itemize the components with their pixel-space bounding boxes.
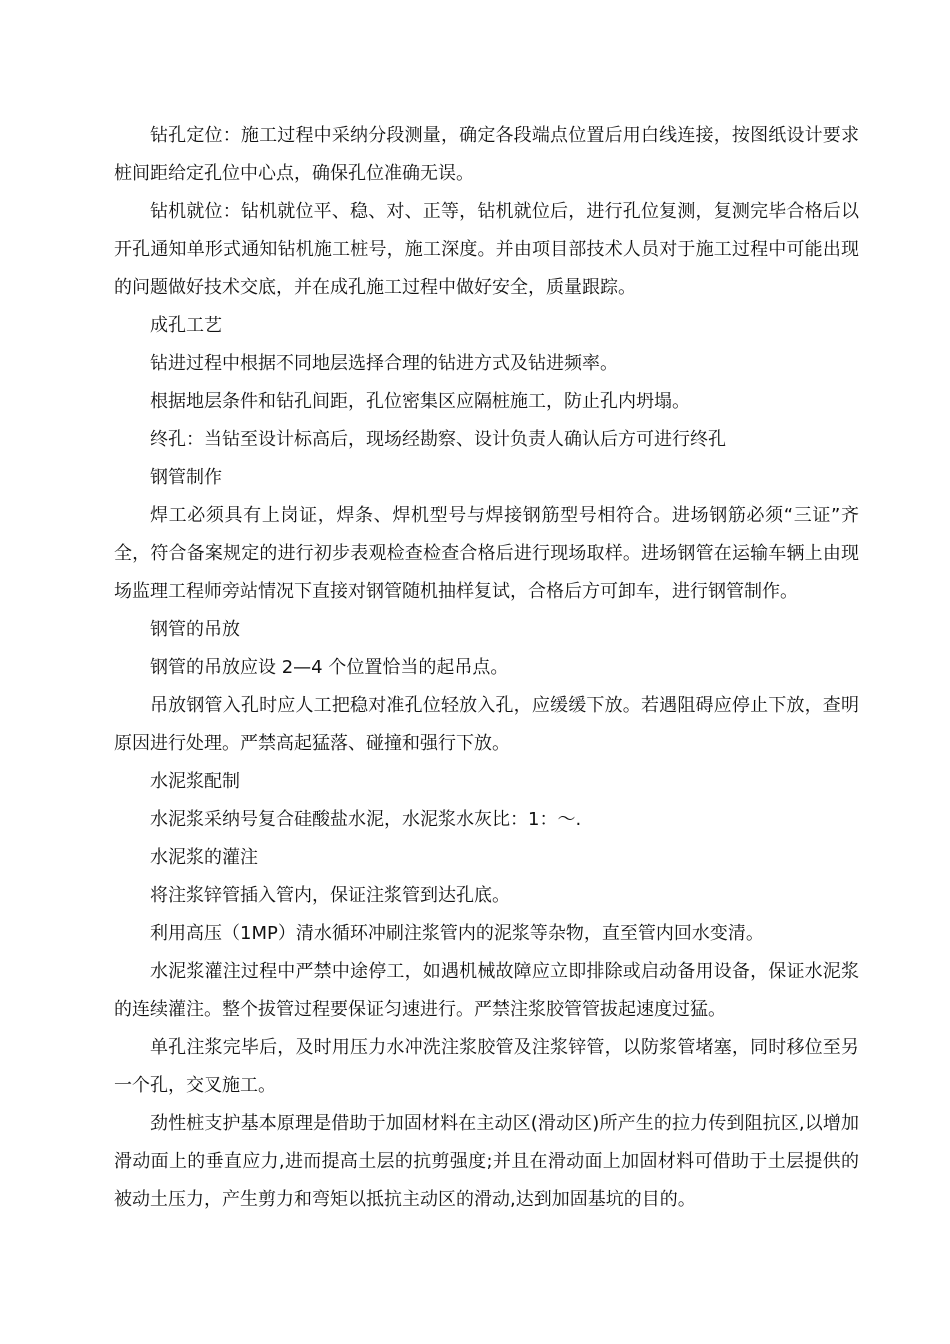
- paragraph-rig-setup: 钻机就位：钻机就位平、稳、对、正等，钻机就位后，进行孔位复测，复测完毕合格后以开孔通知单形式通知钻机施工桩号，施工深度。并由项目部技术人员对于施工过程中可能出现的问题做好技术交底，并在成孔施工过程中做好安全，质量跟踪。: [114, 201, 859, 298]
- heading-pipe-lifting: 钢管的吊放: [150, 619, 240, 640]
- heading-grout-mixing: 水泥浆配制: [150, 771, 240, 792]
- heading-steel-pipe-fabrication: 钢管制作: [150, 467, 222, 488]
- paragraph-principle: 劲性桩支护基本原理是借助于加固材料在主动区(滑动区)所产生的拉力传到阻抗区,以增加滑动面上的垂直应力,进而提高土层的抗剪强度;并且在滑动面上加固材料可借助于土层提供的被动土压力，产生剪力和弯矩以抵抗主动区的滑动,达到加固基坑的目的。: [114, 1113, 859, 1210]
- paragraph-lowering: 吊放钢管入孔时应人工把稳对准孔位轻放入孔，应缓缓下放。若遇阻碍应停止下放，查明原因进行处理。严禁高起猛落、碰撞和强行下放。: [114, 695, 859, 754]
- document-body: [114, 117, 859, 1219]
- paragraph-final-hole: 终孔：当钻至设计标高后，现场经勘察、设计负责人确认后方可进行终孔: [150, 429, 726, 450]
- paragraph-drilling-positioning: 钻孔定位：施工过程中采纳分段测量，确定各段端点位置后用白线连接，按图纸设计要求桩间距给定孔位中心点，确保孔位准确无误。: [114, 125, 859, 184]
- paragraph-continuous-grouting: 水泥浆灌注过程中严禁中途停工，如遇机械故障应立即排除或启动备用设备，保证水泥浆的连续灌注。整个拔管过程要保证匀速进行。严禁注浆胶管管拔起速度过猛。: [114, 961, 859, 1020]
- heading-hole-forming: 成孔工艺: [150, 315, 222, 336]
- heading-grout-injection: 水泥浆的灌注: [150, 847, 258, 868]
- paragraph-lifting-points: 钢管的吊放应设 2—4 个位置恰当的起吊点。: [150, 657, 509, 678]
- paragraph-grout-ratio: 水泥浆采纳号复合硅酸盐水泥，水泥浆水灰比：1：～.: [150, 809, 582, 830]
- paragraph-after-grouting: 单孔注浆完毕后，及时用压力水冲洗注浆胶管及注浆锌管，以防浆管堵塞，同时移位至另一个孔，交叉施工。: [114, 1037, 859, 1096]
- paragraph-spacing: 根据地层条件和钻孔间距，孔位密集区应隔桩施工，防止孔内坍塌。: [150, 391, 690, 412]
- paragraph-flushing: 利用高压（1MP）清水循环冲刷注浆管内的泥浆等杂物，直至管内回水变清。: [150, 923, 764, 944]
- paragraph-insert-pipe: 将注浆锌管插入管内，保证注浆管到达孔底。: [150, 885, 510, 906]
- paragraph-drilling-method: 钻进过程中根据不同地层选择合理的钻进方式及钻进频率。: [150, 353, 618, 374]
- paragraph-welding: 焊工必须具有上岗证，焊条、焊机型号与焊接钢筋型号相符合。进场钢筋必须“三证”齐全，符合备案规定的进行初步表观检查检查合格后进行现场取样。进场钢管在运输车辆上由现场监理工程师旁站情况下直接对钢管随机抽样复试，合格后方可卸车，进行钢管制作。: [114, 505, 859, 602]
